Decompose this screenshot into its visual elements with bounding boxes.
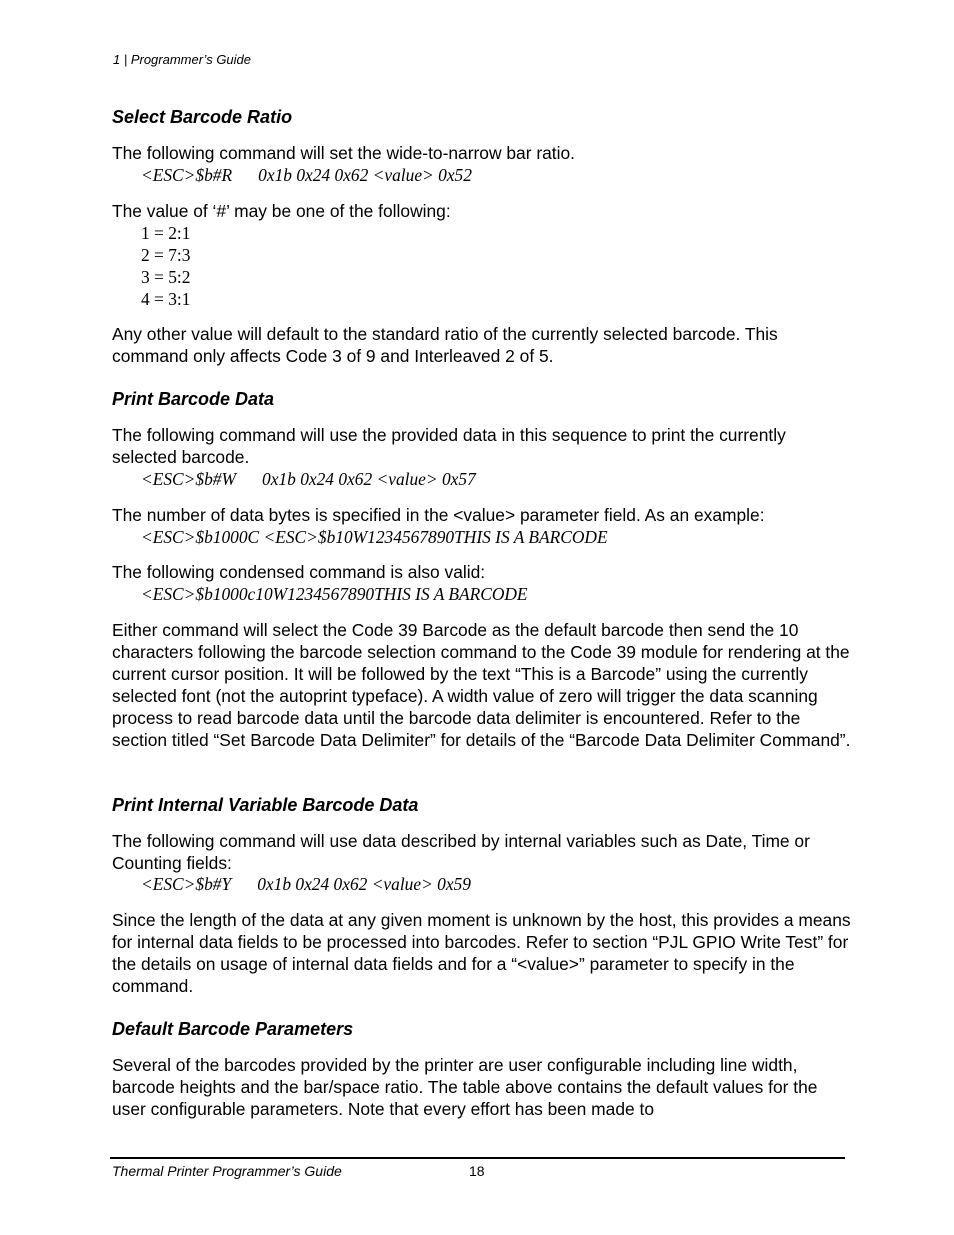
- paragraph: Either command will select the Code 39 Barcode as the default barcode then send the 10 characters following the barcode selection command to the Code 39 module for rendering at the current cursor position. It will be followed by the text “This is a Barcode” using the currently selected font (not the autoprint typeface). A width value of zero will trigger the data scanning process to read barcode data until the barcode data delimiter is encountered. Refer to the section titled “Set Barcode Data Delimiter” for details of the “Barcode Data Delimiter Command”.: [112, 620, 851, 750]
- code-line: <ESC>$b#R 0x1b 0x24 0x62 <value> 0x52: [141, 165, 472, 185]
- paragraph: The number of data bytes is specified in the <value> parameter field. As an example:: [112, 505, 765, 525]
- paragraph: The following command will use the provided data in this sequence to print the currently selected barcode.: [112, 425, 786, 467]
- section-heading: Select Barcode Ratio: [112, 107, 293, 127]
- section-heading: Print Barcode Data: [112, 389, 275, 409]
- code-line: <ESC>$b1000C <ESC>$b10W1234567890THIS IS A BARCODE: [141, 527, 608, 547]
- paragraph: The following condensed command is also valid:: [112, 562, 486, 582]
- paragraph: Several of the barcodes provided by the printer are user configurable including line width, barcode heights and the bar/space ratio. The table above contains the default values for the user configurable parameters. Note that every effort has been made to: [112, 1055, 818, 1119]
- paragraph: The following command will set the wide-to-narrow bar ratio.: [112, 143, 575, 163]
- list-item: 4 = 3:1: [141, 289, 191, 309]
- code-line: <ESC>$b1000c10W1234567890THIS IS A BARCODE: [141, 584, 528, 604]
- paragraph: Since the length of the data at any given moment is unknown by the host, this provides a means for internal data fields to be processed into barcodes. Refer to section “PJL GPIO Write Test” for the details on usage of internal data fields and for a “<value>” parameter to specify in the command.: [112, 910, 851, 996]
- paragraph: The value of ‘#’ may be one of the following:: [112, 201, 451, 221]
- page-number: 18: [469, 1163, 485, 1179]
- paragraph: Any other value will default to the standard ratio of the currently selected barcode. This command only affects Code 3 of 9 and Interleaved 2 of 5.: [112, 324, 778, 366]
- section-heading: Print Internal Variable Barcode Data: [112, 795, 419, 815]
- code-line: <ESC>$b#Y 0x1b 0x24 0x62 <value> 0x59: [141, 874, 471, 894]
- page-header: 1 | Programmer’s Guide: [113, 52, 252, 67]
- paragraph: The following command will use data described by internal variables such as Date, Time or Counting fields:: [112, 831, 810, 873]
- footer-title: Thermal Printer Programmer’s Guide: [112, 1163, 342, 1179]
- list-item: 1 = 2:1: [141, 223, 191, 243]
- list-item: 2 = 7:3: [141, 245, 191, 265]
- footer-divider: [110, 1157, 845, 1159]
- code-line: <ESC>$b#W 0x1b 0x24 0x62 <value> 0x57: [141, 469, 476, 489]
- list-item: 3 = 5:2: [141, 267, 191, 287]
- section-heading: Default Barcode Parameters: [112, 1019, 354, 1039]
